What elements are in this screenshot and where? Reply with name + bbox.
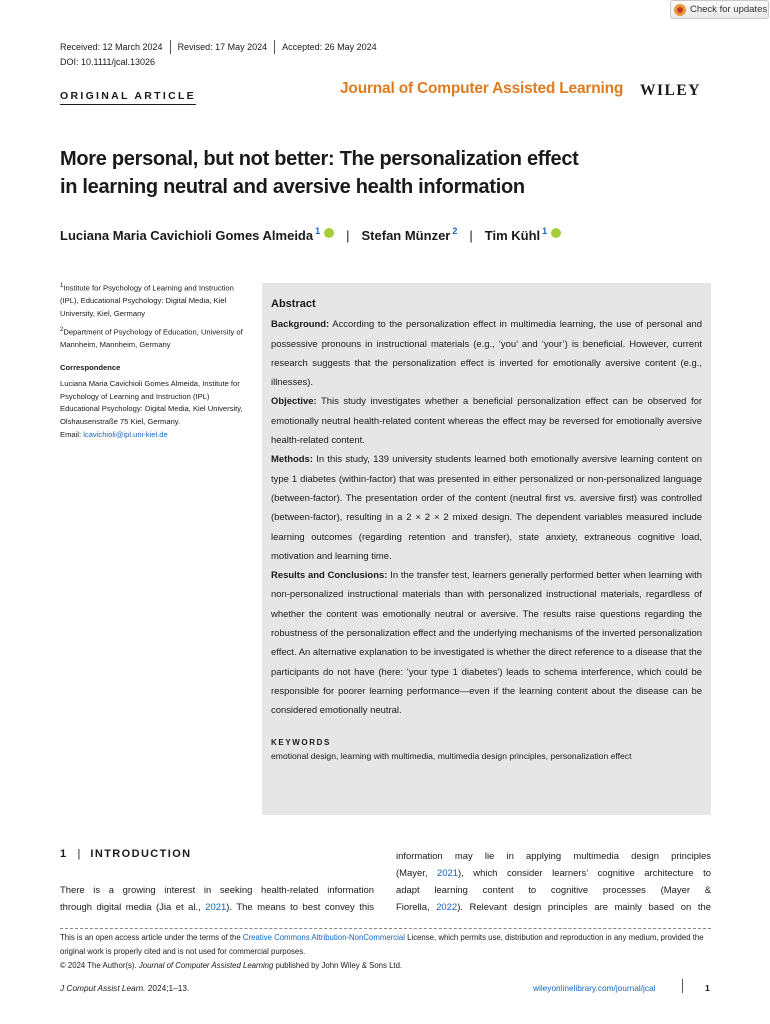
license-footnote: This is an open access article under the terms of the Creative Commons Attribution-NonCommercial License, which permits use, distribution and reproduction in any medium, provided the original work is properly cited and is not used for commercial purposes. © 2024 The Author(s). Journal of Computer Assisted Learning published by John Wiley & Sons Ltd. <box>60 933 704 970</box>
crossmark-icon <box>674 4 686 16</box>
abstract-results: Results and Conclusions: In the transfer test, learners generally performed better when learning with non-personalized instructional materials than with personalized instructional materials, regardless of whether the content was emotionally neutral or aversive. The results raise questions regarding the robustness of the personalization effect and the underlying mechanisms of the inverted personalization effect. An alternative explanation to be investigated is whether the direct reference to a disease that the participants do not have (here: ‘your type 1 diabetes’) leads to schema interference, which could be responsible for poorer learning performance—even if the learning content about the disease can be considered emotionally neutral. <box>271 570 703 717</box>
author-separator: | <box>346 228 350 243</box>
footnote-divider <box>60 928 711 929</box>
keywords-heading: KEYWORDS <box>271 737 331 747</box>
received-date: Received: 12 March 2024 <box>60 42 163 52</box>
title-line-1: More personal, but not better: The personalization effect <box>60 148 579 170</box>
affiliation-marker: 1 <box>315 225 321 236</box>
publisher-logo: WILEY <box>640 82 701 99</box>
abstract-heading: Abstract <box>271 298 316 310</box>
author-name: Stefan Münzer <box>361 228 451 243</box>
footer-citation: J Comput Assist Learn. 2024;1–13. <box>60 983 190 993</box>
citation-link[interactable]: 2022 <box>436 902 458 913</box>
affiliation-marker: 1 <box>542 225 548 236</box>
orcid-icon[interactable] <box>551 228 561 238</box>
author-name: Luciana Maria Cavichioli Gomes Almeida <box>60 228 314 243</box>
text-line: adapt learning content to cognitive processes (Mayer & <box>396 885 711 896</box>
journal-name: Journal of Computer Assisted Learning <box>340 80 624 97</box>
revised-date: Revised: 17 May 2024 <box>177 42 268 52</box>
section-heading: 1 | INTRODUCTION <box>60 848 192 860</box>
text-line: There is a growing interest in seeking health-related information <box>60 885 374 896</box>
footer-journal-url[interactable]: wileyonlinelibrary.com/journal/jcal <box>533 983 656 993</box>
article-dates <box>60 40 377 54</box>
keywords: emotional design, learning with multimedia, multimedia design principles, personalization effect <box>271 750 632 761</box>
check-for-updates-button[interactable] <box>670 0 769 19</box>
affiliation-1: $^1$Institute for Psychology of Learning and Instruction (IPL), Educational Psychology: Digital Media, Kiel University, Kiel, Germany <box>60 283 234 319</box>
orcid-icon[interactable] <box>324 228 334 238</box>
divider <box>274 40 275 54</box>
abstract-box <box>262 283 711 815</box>
affiliation-marker: 2 <box>452 225 458 236</box>
license-link[interactable]: Creative Commons Attribution-NonCommercial <box>242 933 405 942</box>
abstract-methods: Methods: In this study, 139 university students learned both emotionally aversive learning content on type 1 diabetes (within-factor) that was presented in either personalized or non-personalized language (between-factor). The presentation order of the content (neutral first vs. aversive first) was controlled (between-factor), resulting in a 2 × 2 × 2 mixed design. The dependent variables measured include learning outcomes (regarding retention and transfer), state anxiety, extraneous cognitive load, motivation and learning time. <box>271 454 702 562</box>
intro-right-column <box>396 848 711 916</box>
abstract-objective: Objective: This study investigates whether a beneficial personalization effect can be observed for emotionally neutral health-related content whereas the effect may be reversed for emotionally aversive health-related content. <box>271 396 702 447</box>
abstract-background: Background: According to the personalization effect in multimedia learning, the use of personal and possessive pronouns in instructional materials (e.g., ‘you’ and ‘your’) is beneficial. However, current research suggests that the personalization effect is inverted for emotionally aversive content (e.g., illnesses). <box>271 319 702 389</box>
divider <box>170 40 171 54</box>
author-list <box>60 225 561 243</box>
text-line: Fiorella, 2022). Relevant design principles are mainly based on the <box>396 902 711 913</box>
article-type: ORIGINAL ARTICLE <box>60 90 196 105</box>
correspondence-heading: Correspondence <box>60 363 121 373</box>
doi: DOI: 10.1111/jcal.13026 <box>60 57 156 67</box>
correspondence-text: Luciana Maria Cavichioli Gomes Almeida, Institute for Psychology of Learning and Instruction (IPL) Educational Psychology: Digital Media, Kiel University, Olshausenstraße 75 Kiel, Germany. Email: lcavichioli@ipl.uni-kiel.de <box>60 378 243 440</box>
affiliation-2: $^2$Department of Psychology of Education, University of Mannheim, Mannheim, Germany <box>60 326 243 350</box>
title-line-2: in learning neutral and aversive health information <box>60 176 525 198</box>
author-name: Tim Kühl <box>484 228 541 243</box>
accepted-date: Accepted: 26 May 2024 <box>282 42 377 52</box>
email-link[interactable]: lcavichioli@ipl.uni-kiel.de <box>83 430 168 440</box>
author-separator: | <box>469 228 473 243</box>
divider <box>682 979 683 993</box>
affiliations <box>60 280 248 445</box>
text-line: (Mayer, 2021), which consider learners’ cognitive architecture to <box>396 868 711 879</box>
text-line: information may lie in applying multimedia design principles <box>396 851 711 862</box>
article-title <box>60 145 700 201</box>
page-number: 1 <box>705 983 710 993</box>
intro-left-column <box>60 882 374 916</box>
citation-link[interactable]: 2021 <box>205 902 227 913</box>
text-line: through digital media (Jia et al., 2021). The means to best convey this <box>60 902 374 913</box>
citation-link[interactable]: 2021 <box>437 868 458 879</box>
check-for-updates-label: Check for updates <box>690 4 768 15</box>
